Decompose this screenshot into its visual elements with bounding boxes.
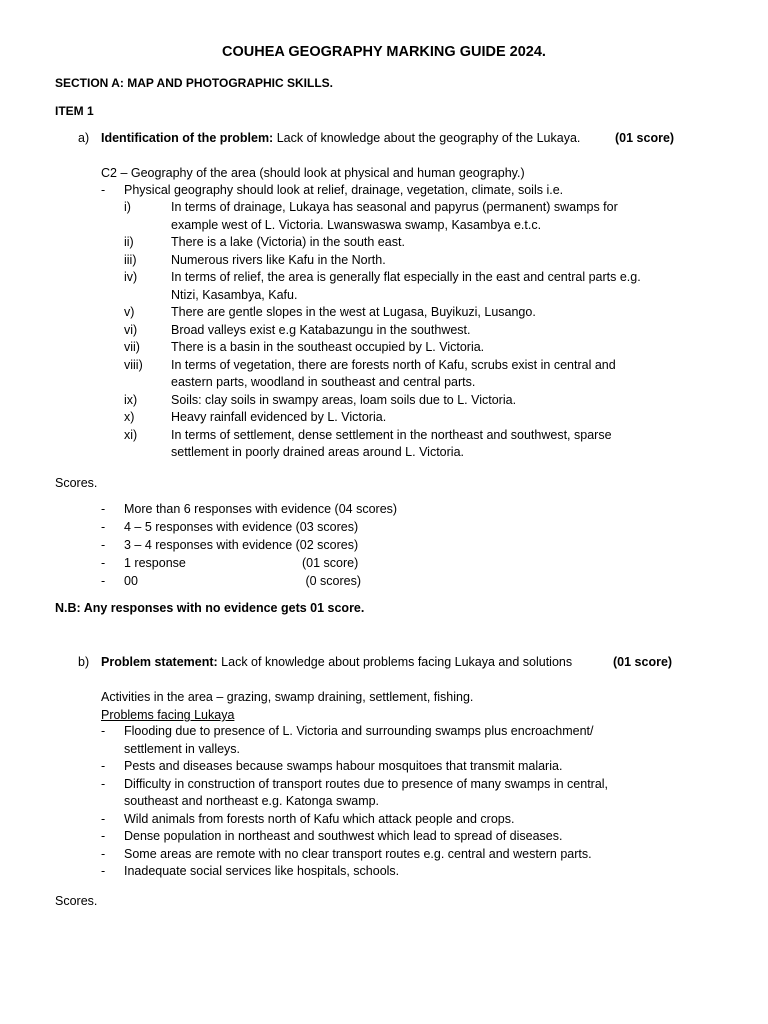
problem-text: Flooding due to presence of L. Victoria and surrounding swamps plus encroachment/ (124, 724, 594, 738)
item-heading: ITEM 1 (55, 104, 94, 118)
point-number: iii) (124, 252, 137, 267)
point-text: Heavy rainfall evidenced by L. Victoria. (171, 410, 387, 424)
problem-text: Dense population in northeast and southwest which lead to spread of diseases. (124, 829, 563, 843)
point-number: iv) (124, 270, 138, 284)
score-dash: - (101, 556, 106, 570)
point-number: x) (124, 410, 135, 424)
problem-text: Some areas are remote with no clear transport routes e.g. central and western parts. (124, 846, 592, 861)
point-number: i) (124, 200, 131, 214)
score-band-text: 4 – 5 responses with evidence (03 scores) (124, 520, 359, 534)
point-text: Numerous rivers like Kafu in the North. (171, 252, 386, 267)
score-band-text: 3 – 4 responses with evidence (02 scores) (124, 538, 359, 552)
point-number: viii) (124, 357, 143, 372)
point-text: There is a basin in the southeast occupied by L. Victoria. (171, 340, 485, 354)
part-b-text: Lack of knowledge about problems facing Lukaya and solutions (217, 655, 573, 669)
problem-dash: - (101, 776, 106, 791)
part-a-score: (01 score) (615, 131, 675, 145)
scores-label-b: Scores. (55, 894, 98, 908)
point-text: There is a lake (Victoria) in the south east. (171, 235, 405, 249)
point-text: In terms of settlement, dense settlement in the northeast and southwest, sparse (171, 427, 612, 442)
section-a-heading: SECTION A: MAP AND PHOTOGRAPHIC SKILLS. (55, 76, 334, 90)
score-band-text: 00 (124, 574, 138, 588)
problem-dash: - (101, 811, 106, 826)
score-band-text: More than 6 responses with evidence (04 scores) (124, 502, 398, 516)
problem-text: southeast and northeast e.g. Katonga swamp. (124, 794, 380, 808)
problem-text: Pests and diseases because swamps habour mosquitoes that transmit malaria. (124, 759, 563, 773)
point-text: example west of L. Victoria. Lwanswaswa swamp, Kasambya e.t.c. (171, 217, 542, 232)
point-number: vi) (124, 322, 138, 337)
point-text: In terms of vegetation, there are forests north of Kafu, scrubs exist in central and (171, 357, 616, 372)
physical-dash: - (101, 183, 106, 197)
nb-note: N.B: Any responses with no evidence gets 01 score. (55, 601, 365, 615)
point-text: Ntizi, Kasambya, Kafu. (171, 287, 298, 302)
point-number: xi) (124, 427, 138, 442)
problems-heading: Problems facing Lukaya (101, 708, 235, 722)
part-a-statement (101, 130, 580, 147)
problem-dash: - (101, 829, 106, 843)
point-text: Soils: clay soils in swampy areas, loam soils due to L. Victoria. (171, 392, 517, 407)
problem-text: settlement in valleys. (124, 741, 241, 756)
part-a-label: Identification of the problem: (101, 131, 274, 145)
point-text: There are gentle slopes in the west at Lugasa, Buyikuzi, Lusango. (171, 305, 536, 319)
score-band-value: (01 score) (302, 556, 359, 570)
activities-line: Activities in the area – grazing, swamp draining, settlement, fishing. (101, 690, 474, 704)
part-b-letter: b) (78, 655, 90, 669)
point-number: ii) (124, 235, 134, 249)
problem-dash: - (101, 724, 106, 738)
problem-text: Difficulty in construction of transport routes due to presence of many swamps in central, (124, 776, 609, 791)
point-text: In terms of relief, the area is generally flat especially in the east and central parts e.g. (171, 270, 641, 284)
part-b-label: Problem statement: (101, 655, 218, 669)
score-dash: - (101, 520, 106, 534)
problem-dash: - (101, 864, 106, 878)
physical-geography-line: Physical geography should look at relief, drainage, vegetation, climate, soils i.e. (124, 183, 564, 197)
point-number: ix) (124, 392, 138, 407)
problem-dash: - (101, 759, 106, 773)
c2-line: C2 – Geography of the area (should look at physical and human geography.) (101, 166, 525, 180)
score-band-value: (0 scores) (302, 574, 362, 588)
score-dash: - (101, 502, 106, 516)
point-number: vii) (124, 340, 140, 354)
score-band-text: 1 response (124, 556, 186, 570)
score-dash: - (101, 574, 106, 588)
point-number: v) (124, 305, 135, 319)
part-a-text: Lack of knowledge about the geography of the Lukaya. (273, 131, 581, 145)
part-b-score: (01 score) (613, 655, 673, 669)
scores-label-a: Scores. (55, 476, 98, 490)
point-text: In terms of drainage, Lukaya has seasonal and papyrus (permanent) swamps for (171, 200, 618, 214)
part-b-statement (101, 654, 572, 671)
point-text: eastern parts, woodland in southeast and central parts. (171, 375, 476, 389)
problem-text: Wild animals from forests north of Kafu which attack people and crops. (124, 811, 515, 826)
problem-dash: - (101, 846, 106, 861)
problem-text: Inadequate social services like hospitals, schools. (124, 864, 400, 878)
part-a-letter: a) (78, 131, 90, 145)
document-title: COUHEA GEOGRAPHY MARKING GUIDE 2024. (222, 44, 546, 60)
score-dash: - (101, 538, 106, 552)
point-text: Broad valleys exist e.g Katabazungu in the southwest. (171, 322, 471, 337)
point-text: settlement in poorly drained areas around L. Victoria. (171, 445, 464, 459)
